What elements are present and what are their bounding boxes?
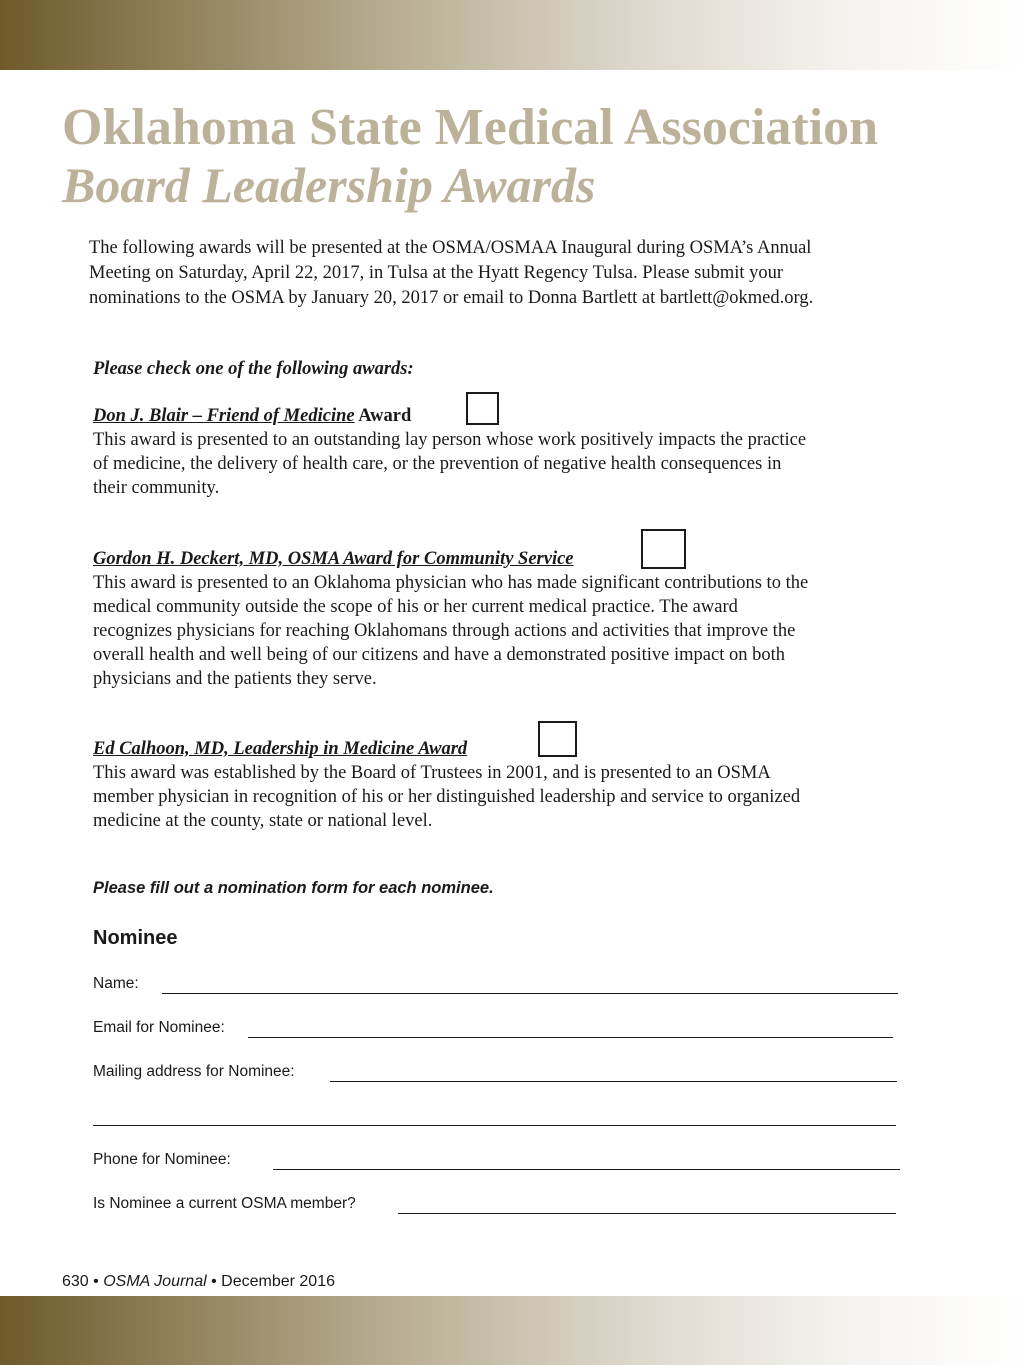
award-checkbox[interactable]	[466, 392, 499, 425]
field-label: Phone for Nominee:	[93, 1151, 231, 1168]
intro-line: Meeting on Saturday, April 22, 2017, in Tulsa at the Hyatt Regency Tulsa. Please submit your	[89, 263, 784, 283]
award-friend-of-medicine	[93, 404, 923, 500]
field-label: Is Nominee a current OSMA member?	[93, 1195, 356, 1212]
award-description-line: overall health and well being of our citizens and have a demonstrated positive impact on both	[93, 645, 785, 665]
award-description-line: This award was established by the Board of Trustees in 2001, and is presented to an OSMA	[93, 763, 771, 783]
issue-date: December 2016	[221, 1273, 335, 1290]
award-selection-prompt: Please check one of the following awards:	[93, 359, 414, 379]
page-footer	[62, 1271, 335, 1293]
nominee-phone-input[interactable]	[273, 1148, 900, 1170]
intro-line: The following awards will be presented at the OSMA/OSMAA Inaugural during OSMA’s Annual	[89, 238, 812, 258]
award-community-service	[93, 547, 923, 691]
nominee-membership-input[interactable]	[398, 1192, 896, 1214]
award-description-line: physicians and the patients they serve.	[93, 669, 377, 689]
award-leadership-in-medicine	[93, 737, 923, 833]
nominee-section-heading: Nominee	[93, 927, 178, 949]
bottom-gradient-band	[0, 1296, 1024, 1365]
award-heading	[93, 547, 923, 571]
page-number: 630	[62, 1273, 89, 1290]
award-description-line: medical community outside the scope of his or her current medical practice. The award	[93, 597, 738, 617]
footer-separator: •	[206, 1273, 222, 1290]
nominee-address-line2-input[interactable]	[93, 1104, 896, 1126]
award-name: Ed Calhoon, MD, Leadership in Medicine Award	[93, 739, 468, 759]
award-description-line: recognizes physicians for reaching Oklahomans through actions and activities that improve the	[93, 621, 796, 641]
nominee-name-field	[93, 972, 899, 996]
footer-separator: •	[88, 1273, 104, 1290]
award-checkbox[interactable]	[641, 529, 686, 569]
nominee-email-field	[93, 1016, 893, 1040]
award-heading	[93, 404, 923, 428]
field-label: Name:	[93, 975, 139, 992]
nominee-phone-field	[93, 1148, 900, 1172]
nominee-address-input[interactable]	[330, 1060, 897, 1082]
award-heading	[93, 737, 923, 761]
award-description	[93, 761, 923, 833]
award-description-line: medicine at the county, state or national level.	[93, 811, 433, 831]
award-description-line: their community.	[93, 478, 220, 498]
nominee-address-line2-field	[93, 1104, 896, 1128]
intro-paragraph	[89, 236, 919, 311]
nomination-form-note: Please fill out a nomination form for each nominee.	[93, 879, 494, 897]
page-subtitle: Board Leadership Awards	[62, 157, 596, 213]
nominee-membership-field	[93, 1192, 896, 1216]
intro-line: nominations to the OSMA by January 20, 2017 or email to Donna Bartlett at bartlett@okmed.org.	[89, 288, 814, 308]
field-label: Email for Nominee:	[93, 1019, 225, 1036]
award-suffix: Award	[354, 406, 412, 426]
award-checkbox[interactable]	[538, 721, 577, 757]
award-description-line: member physician in recognition of his or her distinguished leadership and service to organized	[93, 787, 801, 807]
award-description-line: This award is presented to an outstanding lay person whose work positively impacts the practice	[93, 430, 807, 450]
award-description	[93, 428, 923, 500]
top-gradient-band	[0, 0, 1024, 70]
nominee-email-input[interactable]	[248, 1016, 893, 1038]
journal-name: OSMA Journal	[103, 1273, 207, 1290]
nominee-name-input[interactable]	[162, 972, 898, 994]
award-description-line: This award is presented to an Oklahoma physician who has made significant contributions to the	[93, 573, 809, 593]
field-label: Mailing address for Nominee:	[93, 1063, 295, 1080]
award-description	[93, 571, 923, 691]
nominee-address-field	[93, 1060, 897, 1084]
award-name: Gordon H. Deckert, MD, OSMA Award for Community Service	[93, 549, 574, 569]
award-name: Don J. Blair – Friend of Medicine	[93, 406, 355, 426]
award-description-line: of medicine, the delivery of health care, or the prevention of negative health consequences in	[93, 454, 782, 474]
page-title: Oklahoma State Medical Association	[62, 99, 879, 156]
